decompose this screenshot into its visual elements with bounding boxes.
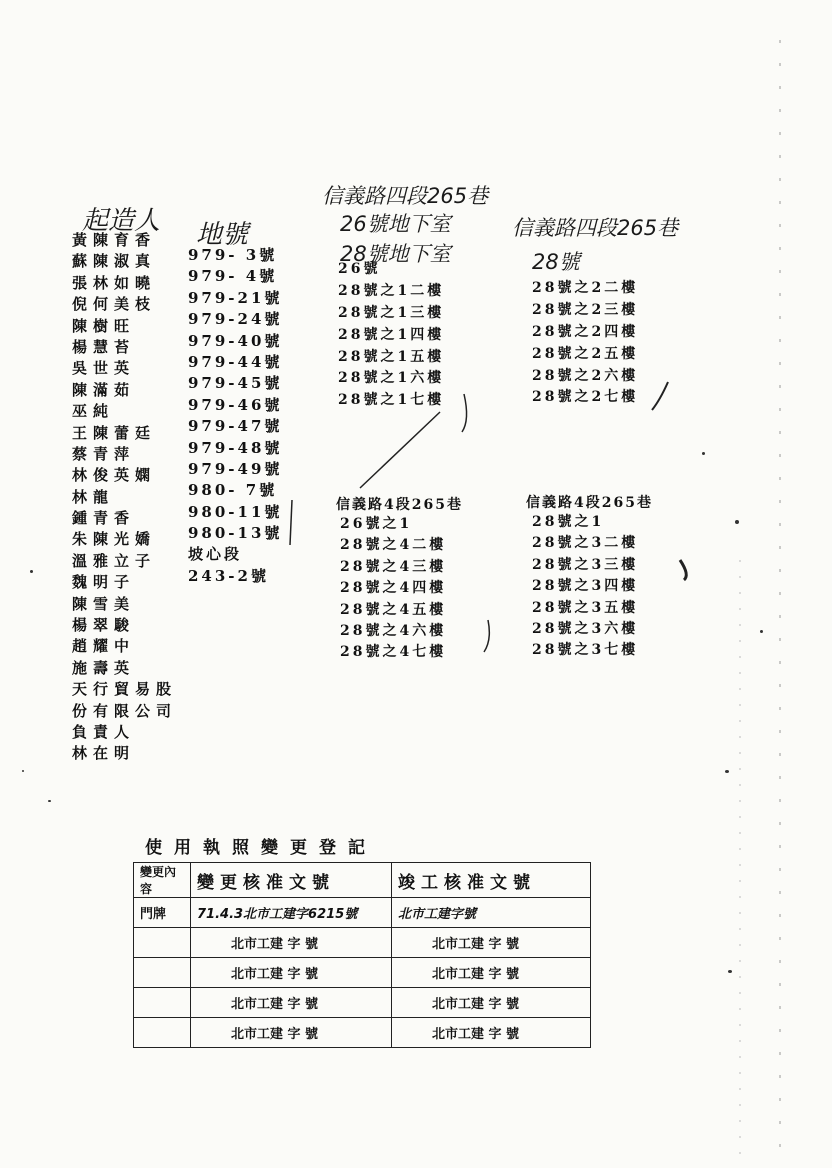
cell-change-number: 71.4.3北市工建字6215號: [191, 898, 392, 928]
lot-number: 979-24號: [188, 310, 283, 329]
cell-completion-number: 北市工建 字 號: [392, 1018, 591, 1048]
address-line: 28號之3三樓: [532, 556, 639, 573]
address-line: 26號之1: [340, 516, 413, 532]
block3-title: 信義路4段265巷: [336, 497, 463, 513]
cell-completion-number: 北市工建 字 號: [392, 928, 591, 958]
cell-content: [134, 928, 191, 958]
address-line: 28號之2二樓: [532, 280, 639, 296]
owner-name: 楊慧苔: [72, 337, 136, 356]
cell-change-number: 北市工建 字 號: [191, 958, 392, 988]
owner-name: 鍾青香: [72, 509, 136, 528]
brace-stroke: [680, 560, 686, 580]
scan-speck: [702, 452, 705, 455]
scan-speck: [735, 520, 739, 524]
cell-completion-number: 北市工建 字 號: [392, 958, 591, 988]
owner-name: 吳世英: [72, 359, 136, 378]
brace-stroke: [484, 620, 489, 652]
scan-speck: [760, 630, 763, 633]
address-line: 28號之1七樓: [338, 392, 445, 409]
scan-speck: [728, 970, 732, 973]
address-line: 28號之2四樓: [532, 323, 639, 340]
address-line: 28號之4三樓: [340, 558, 447, 575]
lot-number: 243-2號: [188, 566, 269, 585]
owner-name: 份有限公司: [72, 701, 178, 720]
address-line: 28號之3四樓: [532, 578, 639, 595]
owner-name: 楊翠駿: [72, 616, 136, 635]
address-line: 28號之4五樓: [340, 601, 447, 618]
header-content: 變更內容: [134, 863, 191, 898]
owner-name: 巫純: [72, 402, 115, 421]
scan-speck: [725, 770, 729, 773]
owner-name: 溫雅立子: [72, 551, 157, 570]
address-line: 28號之1: [532, 514, 605, 530]
header-completion-number: 竣工核准文號: [392, 863, 591, 898]
lot-number: 979-46號: [188, 395, 283, 414]
owner-name: 蔡青萍: [72, 444, 136, 463]
cell-completion-number: 北市工建字號: [392, 898, 591, 928]
cell-content: [134, 958, 191, 988]
lot-number: 979-48號: [188, 438, 283, 457]
lot-number: 坡心段: [188, 545, 243, 564]
lot-number: 979-49號: [188, 459, 283, 478]
brace-stroke: [652, 382, 668, 410]
address-line: 28號之1五樓: [338, 348, 445, 365]
owner-name: 蘇陳淑真: [72, 252, 157, 271]
address-line: 28號之4七樓: [340, 644, 447, 661]
block1-handwritten-line2: 26號地下室: [340, 212, 451, 236]
cell-change-number: 北市工建 字 號: [191, 928, 392, 958]
table-row: [134, 958, 591, 988]
owner-name: 陳樹旺: [72, 316, 136, 335]
connector-stroke: [360, 412, 440, 488]
cell-content: 門牌: [134, 898, 191, 928]
owner-name: 張林如曉: [72, 273, 157, 292]
address-line: 28號之3二樓: [532, 535, 639, 552]
lot-number: 979-40號: [188, 331, 283, 350]
register-title: 使用執照變更登記: [145, 838, 377, 858]
address-line: 28號之1四樓: [338, 326, 445, 343]
address-line: 28號之2五樓: [532, 345, 639, 362]
cell-change-number: 北市工建 字 號: [191, 1018, 392, 1048]
address-line: 28號之4二樓: [340, 537, 447, 554]
owner-name: 林俊英嫻: [72, 466, 157, 485]
cell-content: [134, 1018, 191, 1048]
register-blank-label: 北市工建字號: [430, 1114, 490, 1125]
scan-speck: [22, 770, 24, 772]
address-line: 28號之2三樓: [532, 301, 639, 318]
header-change-number: 變更核准文號: [191, 863, 392, 898]
lot-number: 979- 4號: [188, 267, 278, 286]
block2-handwritten-title: 信義路四段265巷: [512, 216, 679, 240]
lot-number: 979- 3號: [188, 246, 278, 264]
lot-number: 979-47號: [188, 417, 283, 436]
owner-name: 天行貿易股: [72, 680, 178, 699]
owner-name: 陳滿茹: [72, 380, 136, 399]
owner-name: 黃陳育香: [72, 231, 157, 249]
lot-number: 980-13號: [188, 524, 283, 543]
address-line: 28號之4四樓: [340, 580, 447, 597]
table-row: [134, 988, 591, 1018]
lot-number: 979-44號: [188, 352, 283, 371]
owner-name: 施壽英: [72, 658, 136, 677]
cell-change-number: 北市工建 字 號: [191, 988, 392, 1018]
table-row: [134, 928, 591, 958]
lots-heading: 地號: [196, 220, 249, 250]
cell-content: [134, 988, 191, 1018]
owner-name: 魏明子: [72, 573, 136, 592]
table-row: [134, 898, 591, 928]
owner-name: 林龍: [72, 487, 115, 506]
change-register-table: [133, 862, 591, 1048]
address-line: 28號之3五樓: [532, 599, 639, 616]
block4-title: 信義路4段265巷: [526, 495, 653, 511]
scan-speck: [48, 800, 51, 802]
address-line: 26號: [338, 261, 381, 277]
block2-handwritten-line2: 28號: [532, 250, 580, 274]
address-line: 28號之1二樓: [338, 282, 445, 299]
owner-name: 趙耀中: [72, 637, 136, 656]
owner-name: 倪何美枝: [72, 295, 157, 314]
brace-stroke: [462, 394, 467, 432]
block1-handwritten-line3: 28號地下室: [340, 242, 451, 266]
lot-number: 979-21號: [188, 288, 283, 307]
address-line: 28號之1六樓: [338, 370, 445, 387]
table-row: [134, 1018, 591, 1048]
address-line: 28號之2七樓: [532, 389, 639, 406]
owner-name: 王陳蕾廷: [72, 423, 157, 442]
address-line: 28號之1三樓: [338, 304, 445, 321]
lot-number: 980-11號: [188, 502, 283, 521]
owners-heading: 起造人: [82, 206, 161, 236]
address-line: 28號之4六樓: [340, 622, 447, 639]
table-header-row: [134, 863, 591, 898]
owner-name: 負責人: [72, 722, 136, 741]
owner-name: 朱陳光嬌: [72, 530, 157, 549]
address-line: 28號之3七樓: [532, 642, 639, 659]
lot-number: 979-45號: [188, 374, 283, 393]
owner-name: 陳雪美: [72, 594, 136, 613]
cell-completion-number: 北市工建 字 號: [392, 988, 591, 1018]
owner-name: 林在明: [72, 744, 136, 763]
address-line: 28號之2六樓: [532, 367, 639, 384]
block1-handwritten-title: 信義路四段265巷: [322, 184, 489, 208]
address-line: 28號之3六樓: [532, 620, 639, 637]
lot-number: 980- 7號: [188, 481, 278, 500]
brace-stroke: [290, 500, 292, 545]
scan-speck: [30, 570, 33, 573]
